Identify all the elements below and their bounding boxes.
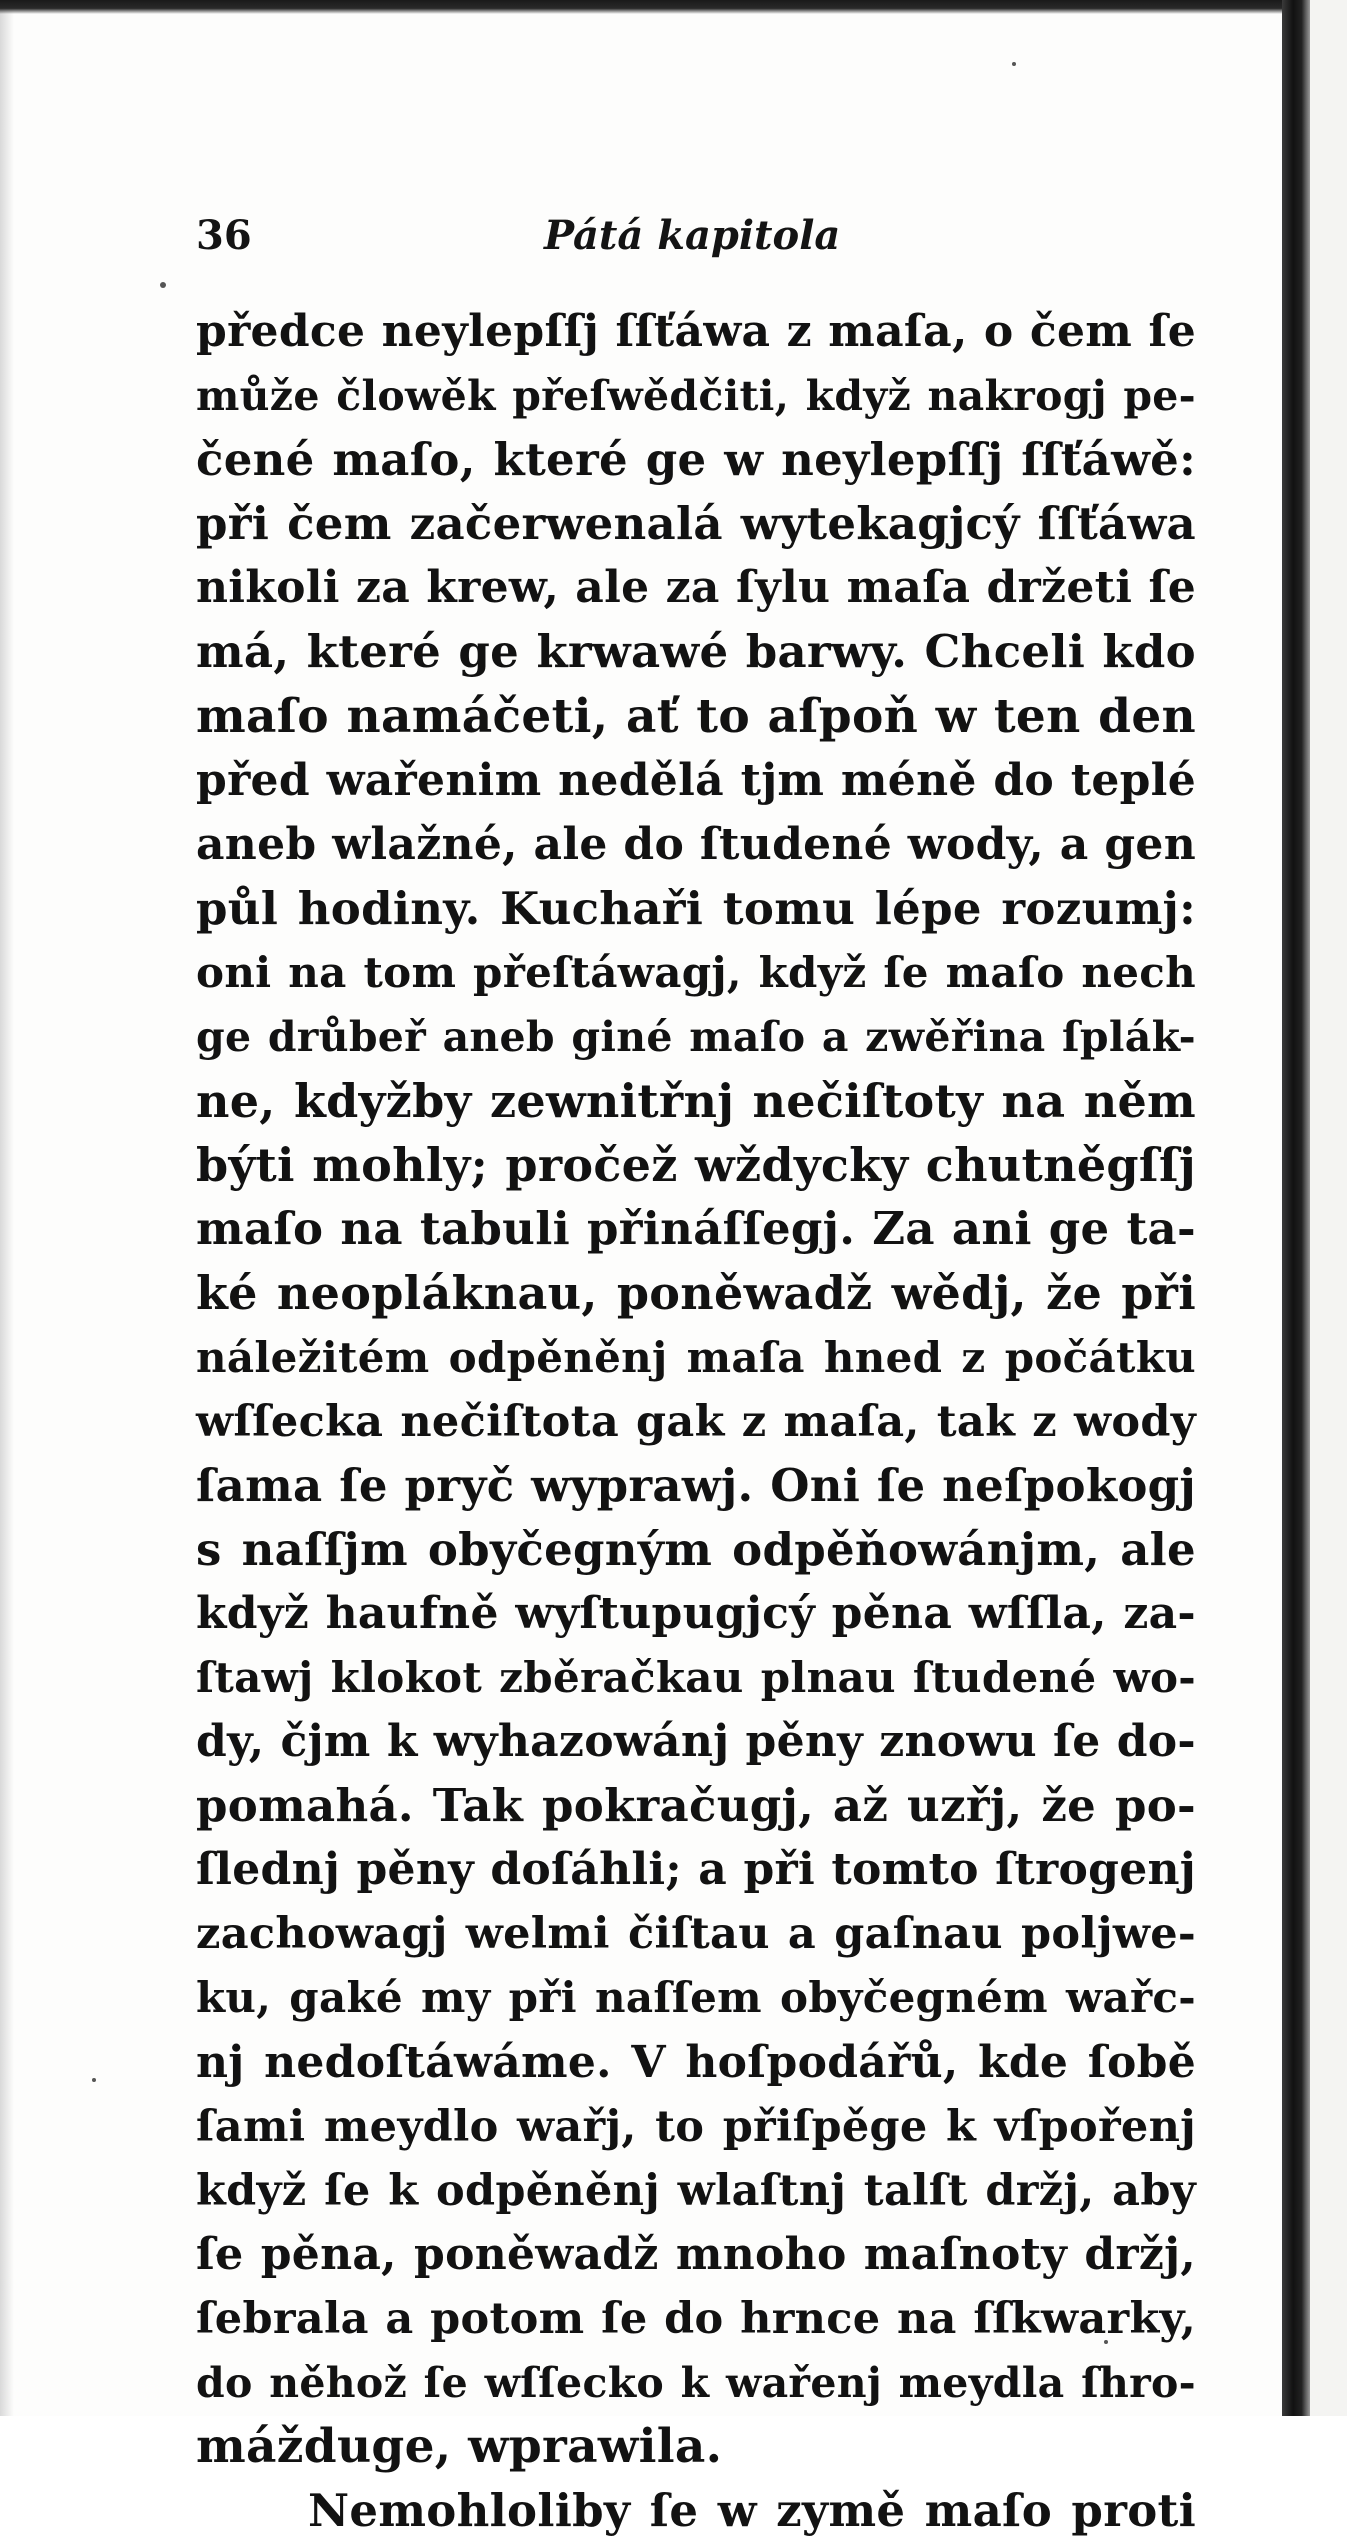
text-line: ſebrala a potom ſe do hrnce na ſſkwarky, [196,2293,1196,2344]
dust-speck [1012,62,1016,66]
text-line: předce neylepſſj ſſťáwa z maſa, o čem ſe [196,306,1196,357]
text-line: býti mohly; pročež wždycky chutněgſſj [196,1138,1196,1193]
page-left-shadow [0,0,14,2416]
text-line: s naſſjm obyčegným odpěňowánjm, ale [196,1522,1196,1576]
text-line: ſama ſe pryč wyprawj. Oni ſe neſpokogj [196,1458,1196,1512]
text-line: zachowagj welmi čiſtau a gaſnau poljwe- [196,1909,1196,1960]
text-line: když haufně wyſtupugjcý pěna wſſla, za- [196,1587,1196,1639]
text-line: ſlednj pěny doſáhli; a při tomto ſtrogenj [196,1844,1196,1896]
page-number: 36 [196,212,252,259]
text-line: čené maſo, které ge w neylepſſj ſſťáwě: [196,433,1196,487]
text-line: má, které ge krwawé barwy. Chceli kdo [196,625,1196,679]
facing-page-edge [1310,0,1347,2416]
text-line: může člowěk přeſwědčiti, když nakrogj pe- [196,372,1196,421]
text-line: půl hodiny. Kuchaři tomu lépe rozumj: [196,881,1196,935]
text-line: pomahá. Tak pokračugj, až uzřj, že po- [196,1779,1196,1833]
text-line: ſami meydlo wařj, to přiſpěge k vſpořenj [196,2101,1196,2152]
running-head: Pátá kapitola [544,212,841,259]
text-line: do něhož ſe wſſecko k wařenj meydla ſhro- [196,2359,1196,2407]
text-line: náležitém odpěněnj maſa hned z počátku [196,1332,1196,1382]
text-line: wſſecka nečiſtota gak z maſa, tak z wody [196,1396,1196,1447]
page-top-edge [0,0,1300,14]
text-line: ké neopláknau, poněwadž wědj, že při [196,1266,1196,1321]
text-line: když ſe k odpěněnj wlaſtnj talſt držj, aby [196,2165,1196,2216]
text-line: maſo na tabuli přináſſegj. Za ani ge ta- [196,1202,1196,1256]
text-line: před wařenim nedělá tjm méně do teplé [196,754,1196,806]
text-line: ſe pěna, poněwadž mnoho maſnoty držj, [196,2228,1196,2280]
dust-speck [92,2078,96,2082]
text-line: při čem začerwenalá wytekagjcý ſſťáwa [196,497,1196,551]
text-line: oni na tom přeſtáwagj, když ſe maſo nech [196,947,1196,997]
text-line: nikoli za krew, ale za ſylu maſa držeti ſe [196,562,1196,614]
page-header [196,212,1196,272]
text-line: mážduge, wprawila. [196,2419,723,2475]
text-line: aneb wlažné, ale do ſtudené wody, a gen [196,818,1196,870]
dust-speck [160,282,166,288]
text-line: ne, kdyžby zewnitřnj nečiſtoty na něm [196,1074,1196,1129]
text-line: ku, gaké my při naſſem obyčegném wařc- [196,1973,1196,2023]
text-line: maſo namáčeti, ať to aſpoň w ten den [196,688,1196,744]
book-gutter [1282,0,1310,2416]
text-line: dy, čjm k wyhazowánj pěny znowu ſe do- [196,1716,1196,1768]
body-text [196,300,1196,2543]
text-line: ge drůbeř aneb giné maſo a zwěřina ſplák- [196,1013,1196,1062]
text-line: Nemohloliby ſe w zymě maſo proti [308,2484,1196,2538]
text-line: nj nedoſtáwáme. V hoſpodářů, kde ſobě [196,2036,1196,2088]
text-line: ſtawj klokot zběračkau plnau ſtudené wo- [196,1652,1196,1702]
